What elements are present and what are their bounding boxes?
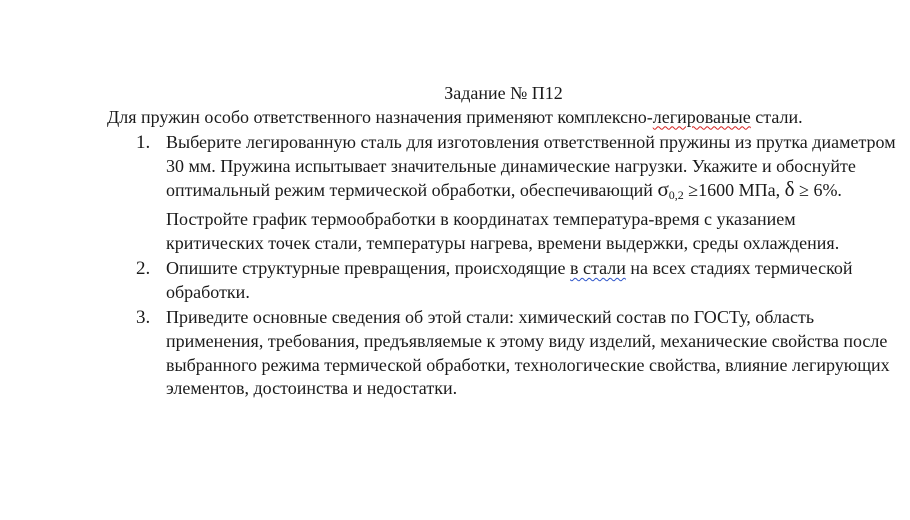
intro-text-end: стали. [750, 106, 803, 127]
task-text: Опишите структурные превращения, происходящие [166, 258, 571, 279]
assignment-title: Задание № П12 [444, 83, 563, 103]
task-item-3 [107, 306, 897, 400]
task-text: на всех стадиях термической обработки. [166, 258, 853, 302]
task-item-1 [107, 131, 897, 255]
document-body [107, 82, 897, 401]
sigma-subscript: 0,2 [668, 188, 684, 203]
delta-symbol: δ [784, 177, 795, 202]
task-item-2 [107, 257, 897, 304]
sigma-symbol: σ [657, 177, 669, 202]
intro-text-start: Для пружин особо ответственного назначения применяют комплексно- [107, 106, 653, 127]
spelling-error-word[interactable]: легированые [652, 106, 751, 127]
task-number: 1. [136, 132, 151, 154]
task-number: 2. [136, 258, 151, 280]
grammar-flagged-phrase[interactable]: в стали [570, 258, 626, 279]
task-text: Выберите легированную сталь для изготовления ответственной пружины из прутка диаметром 30 мм. Пружина испытывает значительные динамические нагрузки. Укажите и обоснуйте оптимальный режим термической обработки, обеспечивающий [166, 132, 896, 201]
task-text: ≥ 6%. Постройте график термообработки в координатах температура-время с указанием критических точек стали, температуры нагрева, времени выдержки, среды охлаждения. [166, 180, 842, 253]
task-list [107, 131, 897, 401]
task-text: ≥1600 МПа, [683, 180, 785, 201]
task-number: 3. [136, 307, 151, 329]
intro-paragraph [107, 106, 897, 130]
task-text: Приведите основные сведения об этой стали: химический состав по ГОСТу, область применения, требования, предъявляемые к этому виду изделий, механические свойства после выбранного режима термической обработки, технологические свойства, влияние легирующих элементов, достоинства и недостатки. [166, 307, 890, 399]
